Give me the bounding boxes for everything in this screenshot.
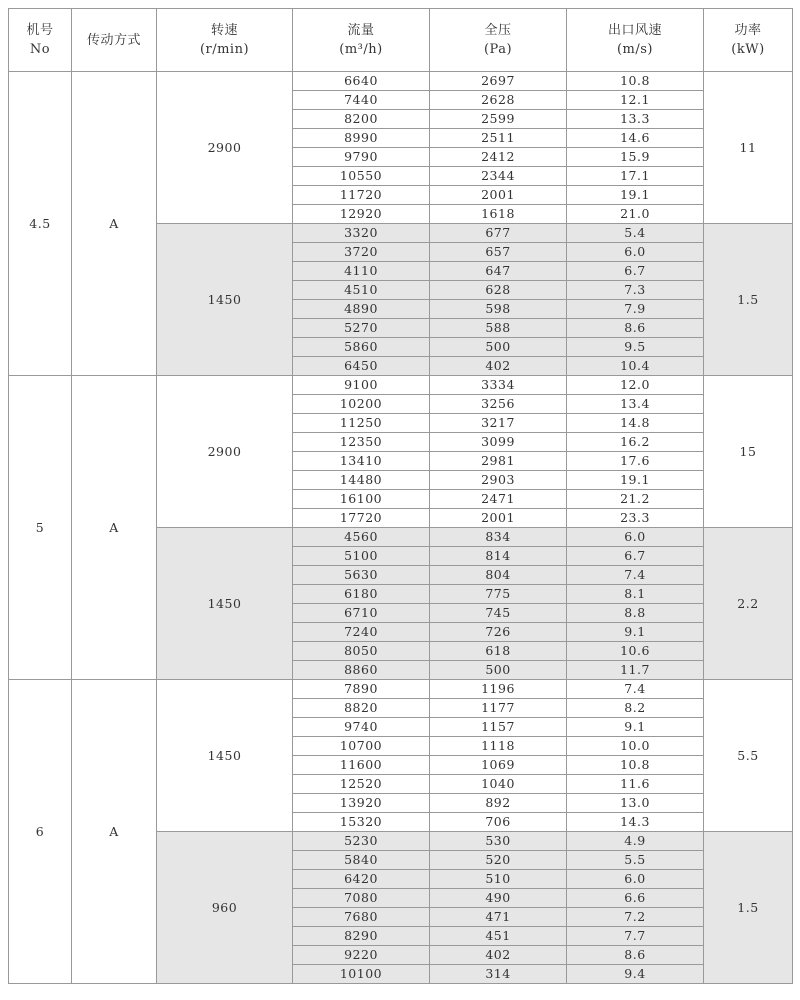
pressure-cell: 1177 (430, 699, 567, 718)
velocity-cell: 13.0 (567, 794, 704, 813)
flow-cell: 11720 (293, 186, 430, 205)
velocity-cell: 12.1 (567, 91, 704, 110)
velocity-cell: 23.3 (567, 509, 704, 528)
flow-cell: 8290 (293, 927, 430, 946)
flow-cell: 7240 (293, 623, 430, 642)
pressure-cell: 3217 (430, 414, 567, 433)
power-cell: 1.5 (704, 224, 793, 376)
flow-cell: 3320 (293, 224, 430, 243)
velocity-cell: 21.0 (567, 205, 704, 224)
velocity-cell: 19.1 (567, 471, 704, 490)
header-flow: 流量 (m³/h) (293, 9, 430, 72)
flow-cell: 3720 (293, 243, 430, 262)
pressure-cell: 530 (430, 832, 567, 851)
velocity-cell: 7.7 (567, 927, 704, 946)
pressure-cell: 451 (430, 927, 567, 946)
speed-cell: 1450 (157, 528, 293, 680)
pressure-cell: 745 (430, 604, 567, 623)
flow-cell: 9790 (293, 148, 430, 167)
velocity-cell: 9.5 (567, 338, 704, 357)
velocity-cell: 7.2 (567, 908, 704, 927)
flow-cell: 10550 (293, 167, 430, 186)
flow-cell: 17720 (293, 509, 430, 528)
velocity-cell: 10.8 (567, 72, 704, 91)
velocity-cell: 21.2 (567, 490, 704, 509)
pressure-cell: 2903 (430, 471, 567, 490)
speed-cell: 2900 (157, 72, 293, 224)
power-cell: 11 (704, 72, 793, 224)
machine-no-cell: 4.5 (9, 72, 72, 376)
pressure-cell: 402 (430, 357, 567, 376)
velocity-cell: 12.0 (567, 376, 704, 395)
drive-cell: A (72, 72, 157, 376)
pressure-cell: 2412 (430, 148, 567, 167)
velocity-cell: 8.6 (567, 946, 704, 965)
flow-cell: 8050 (293, 642, 430, 661)
power-cell: 2.2 (704, 528, 793, 680)
pressure-cell: 657 (430, 243, 567, 262)
drive-cell: A (72, 680, 157, 984)
pressure-cell: 677 (430, 224, 567, 243)
velocity-cell: 13.3 (567, 110, 704, 129)
pressure-cell: 520 (430, 851, 567, 870)
pressure-cell: 588 (430, 319, 567, 338)
flow-cell: 5230 (293, 832, 430, 851)
flow-cell: 4890 (293, 300, 430, 319)
pressure-cell: 775 (430, 585, 567, 604)
velocity-cell: 6.7 (567, 262, 704, 281)
velocity-cell: 15.9 (567, 148, 704, 167)
velocity-cell: 5.4 (567, 224, 704, 243)
velocity-cell: 14.8 (567, 414, 704, 433)
velocity-cell: 7.4 (567, 566, 704, 585)
flow-cell: 6450 (293, 357, 430, 376)
pressure-cell: 490 (430, 889, 567, 908)
pressure-cell: 3334 (430, 376, 567, 395)
velocity-cell: 9.4 (567, 965, 704, 984)
machine-no-cell: 6 (9, 680, 72, 984)
pressure-cell: 2981 (430, 452, 567, 471)
flow-cell: 16100 (293, 490, 430, 509)
velocity-cell: 8.1 (567, 585, 704, 604)
header-drive: 传动方式 (72, 9, 157, 72)
velocity-cell: 6.6 (567, 889, 704, 908)
flow-cell: 4560 (293, 528, 430, 547)
pressure-cell: 2628 (430, 91, 567, 110)
flow-cell: 10200 (293, 395, 430, 414)
flow-cell: 5630 (293, 566, 430, 585)
pressure-cell: 647 (430, 262, 567, 281)
pressure-cell: 804 (430, 566, 567, 585)
pressure-cell: 500 (430, 661, 567, 680)
flow-cell: 12920 (293, 205, 430, 224)
velocity-cell: 9.1 (567, 718, 704, 737)
header-machine-no: 机号 No (9, 9, 72, 72)
power-cell: 5.5 (704, 680, 793, 832)
flow-cell: 8200 (293, 110, 430, 129)
pressure-cell: 500 (430, 338, 567, 357)
pressure-cell: 471 (430, 908, 567, 927)
pressure-cell: 2001 (430, 186, 567, 205)
pressure-cell: 314 (430, 965, 567, 984)
flow-cell: 8990 (293, 129, 430, 148)
table-row (9, 72, 793, 91)
pressure-cell: 1157 (430, 718, 567, 737)
flow-cell: 7890 (293, 680, 430, 699)
flow-cell: 6420 (293, 870, 430, 889)
header-velocity: 出口风速 (m/s) (567, 9, 704, 72)
flow-cell: 11250 (293, 414, 430, 433)
pressure-cell: 1040 (430, 775, 567, 794)
pressure-cell: 618 (430, 642, 567, 661)
flow-cell: 4110 (293, 262, 430, 281)
speed-cell: 960 (157, 832, 293, 984)
velocity-cell: 10.4 (567, 357, 704, 376)
velocity-cell: 9.1 (567, 623, 704, 642)
pressure-cell: 628 (430, 281, 567, 300)
flow-cell: 9740 (293, 718, 430, 737)
pressure-cell: 1069 (430, 756, 567, 775)
flow-cell: 4510 (293, 281, 430, 300)
pressure-cell: 2511 (430, 129, 567, 148)
pressure-cell: 1618 (430, 205, 567, 224)
velocity-cell: 16.2 (567, 433, 704, 452)
pressure-cell: 2344 (430, 167, 567, 186)
velocity-cell: 6.0 (567, 528, 704, 547)
flow-cell: 7680 (293, 908, 430, 927)
header-speed: 转速 (r/min) (157, 9, 293, 72)
flow-cell: 12520 (293, 775, 430, 794)
velocity-cell: 13.4 (567, 395, 704, 414)
velocity-cell: 19.1 (567, 186, 704, 205)
velocity-cell: 7.9 (567, 300, 704, 319)
flow-cell: 8820 (293, 699, 430, 718)
flow-cell: 5100 (293, 547, 430, 566)
flow-cell: 6710 (293, 604, 430, 623)
speed-cell: 1450 (157, 680, 293, 832)
velocity-cell: 5.5 (567, 851, 704, 870)
velocity-cell: 4.9 (567, 832, 704, 851)
flow-cell: 9220 (293, 946, 430, 965)
pressure-cell: 1118 (430, 737, 567, 756)
pressure-cell: 598 (430, 300, 567, 319)
velocity-cell: 10.8 (567, 756, 704, 775)
table-body (9, 72, 793, 984)
fan-performance-table-container (8, 8, 793, 984)
fan-performance-table (8, 8, 793, 984)
pressure-cell: 3256 (430, 395, 567, 414)
velocity-cell: 14.3 (567, 813, 704, 832)
pressure-cell: 814 (430, 547, 567, 566)
pressure-cell: 834 (430, 528, 567, 547)
flow-cell: 14480 (293, 471, 430, 490)
pressure-cell: 510 (430, 870, 567, 889)
velocity-cell: 14.6 (567, 129, 704, 148)
pressure-cell: 892 (430, 794, 567, 813)
flow-cell: 5860 (293, 338, 430, 357)
flow-cell: 10700 (293, 737, 430, 756)
flow-cell: 11600 (293, 756, 430, 775)
velocity-cell: 6.0 (567, 870, 704, 889)
velocity-cell: 7.3 (567, 281, 704, 300)
speed-cell: 1450 (157, 224, 293, 376)
velocity-cell: 17.6 (567, 452, 704, 471)
table-row (9, 680, 793, 699)
power-cell: 15 (704, 376, 793, 528)
velocity-cell: 10.0 (567, 737, 704, 756)
velocity-cell: 7.4 (567, 680, 704, 699)
velocity-cell: 6.7 (567, 547, 704, 566)
velocity-cell: 8.6 (567, 319, 704, 338)
power-cell: 1.5 (704, 832, 793, 984)
pressure-cell: 2697 (430, 72, 567, 91)
flow-cell: 15320 (293, 813, 430, 832)
flow-cell: 6180 (293, 585, 430, 604)
header-pressure: 全压 (Pa) (430, 9, 567, 72)
velocity-cell: 8.8 (567, 604, 704, 623)
pressure-cell: 706 (430, 813, 567, 832)
machine-no-cell: 5 (9, 376, 72, 680)
flow-cell: 13410 (293, 452, 430, 471)
header-power: 功率 (kW) (704, 9, 793, 72)
velocity-cell: 11.7 (567, 661, 704, 680)
velocity-cell: 6.0 (567, 243, 704, 262)
velocity-cell: 8.2 (567, 699, 704, 718)
flow-cell: 7080 (293, 889, 430, 908)
flow-cell: 13920 (293, 794, 430, 813)
speed-cell: 2900 (157, 376, 293, 528)
velocity-cell: 10.6 (567, 642, 704, 661)
flow-cell: 7440 (293, 91, 430, 110)
header-row (9, 9, 793, 72)
flow-cell: 8860 (293, 661, 430, 680)
pressure-cell: 3099 (430, 433, 567, 452)
flow-cell: 5840 (293, 851, 430, 870)
table-row (9, 376, 793, 395)
flow-cell: 6640 (293, 72, 430, 91)
flow-cell: 9100 (293, 376, 430, 395)
flow-cell: 5270 (293, 319, 430, 338)
pressure-cell: 726 (430, 623, 567, 642)
drive-cell: A (72, 376, 157, 680)
flow-cell: 12350 (293, 433, 430, 452)
velocity-cell: 17.1 (567, 167, 704, 186)
pressure-cell: 402 (430, 946, 567, 965)
pressure-cell: 2001 (430, 509, 567, 528)
velocity-cell: 11.6 (567, 775, 704, 794)
pressure-cell: 1196 (430, 680, 567, 699)
flow-cell: 10100 (293, 965, 430, 984)
pressure-cell: 2471 (430, 490, 567, 509)
pressure-cell: 2599 (430, 110, 567, 129)
